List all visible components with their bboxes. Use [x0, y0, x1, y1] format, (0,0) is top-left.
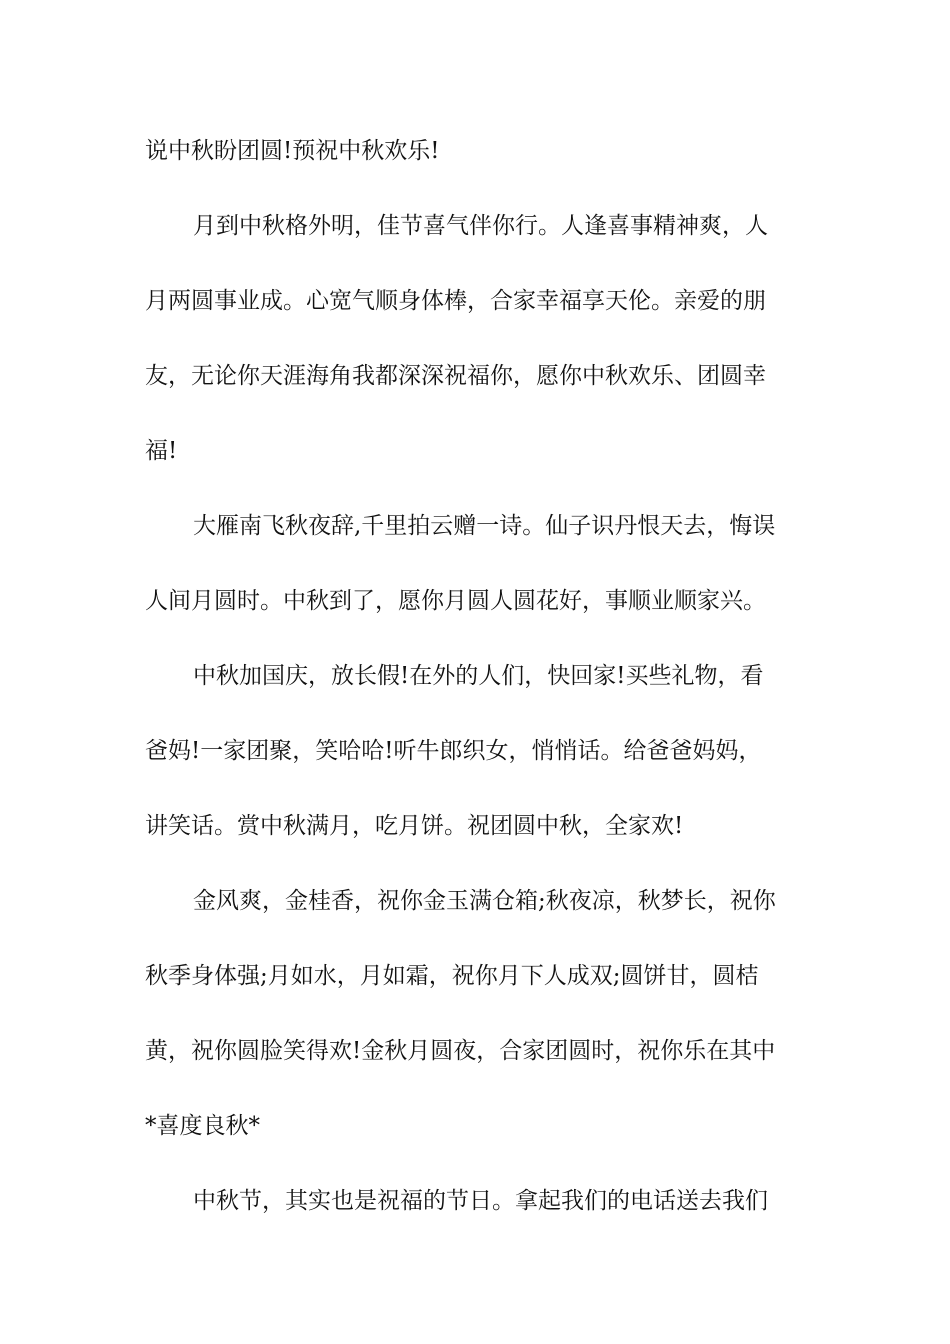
text-line: 月两圆事业成。心宽气顺身体棒，合家幸福享天伦。亲爱的朋: [145, 288, 766, 314]
text-line: 人间月圆时。中秋到了，愿你月圆人圆花好，事顺业顺家兴。: [145, 588, 766, 614]
paragraph-first-line: 中秋加国庆，放长假!在外的人们，快回家!买些礼物，看: [193, 663, 764, 689]
text-line: 福!: [145, 438, 178, 464]
text-line: 黄，祝你圆脸笑得欢!金秋月圆夜，合家团圆时，祝你乐在其中: [145, 1038, 776, 1064]
paragraph-first-line: 月到中秋格外明，佳节喜气伴你行。人逢喜事精神爽，人: [193, 213, 768, 239]
paragraph-first-line: 中秋节，其实也是祝福的节日。拿起我们的电话送去我们: [193, 1188, 768, 1214]
text-line: 秋季身体强;月如水，月如霜，祝你月下人成双;圆饼甘，圆桔: [145, 963, 759, 989]
text-line: 友，无论你天涯海角我都深深祝福你，愿你中秋欢乐、团圆幸: [145, 363, 766, 389]
paragraph-first-line: 大雁南飞秋夜辞,千里拍云赠一诗。仙子识丹恨天去，悔误: [193, 513, 776, 539]
text-line: *喜度良秋*: [145, 1113, 260, 1139]
text-line: 说中秋盼团圆!预祝中秋欢乐!: [145, 138, 440, 164]
text-line: 讲笑话。赏中秋满月，吃月饼。祝团圆中秋，全家欢!: [145, 813, 684, 839]
text-line: 爸妈!一家团聚，笑哈哈!听牛郎织女，悄悄话。给爸爸妈妈，: [145, 738, 762, 764]
paragraph-first-line: 金风爽，金桂香，祝你金玉满仓箱;秋夜凉，秋梦长，祝你: [193, 888, 776, 914]
